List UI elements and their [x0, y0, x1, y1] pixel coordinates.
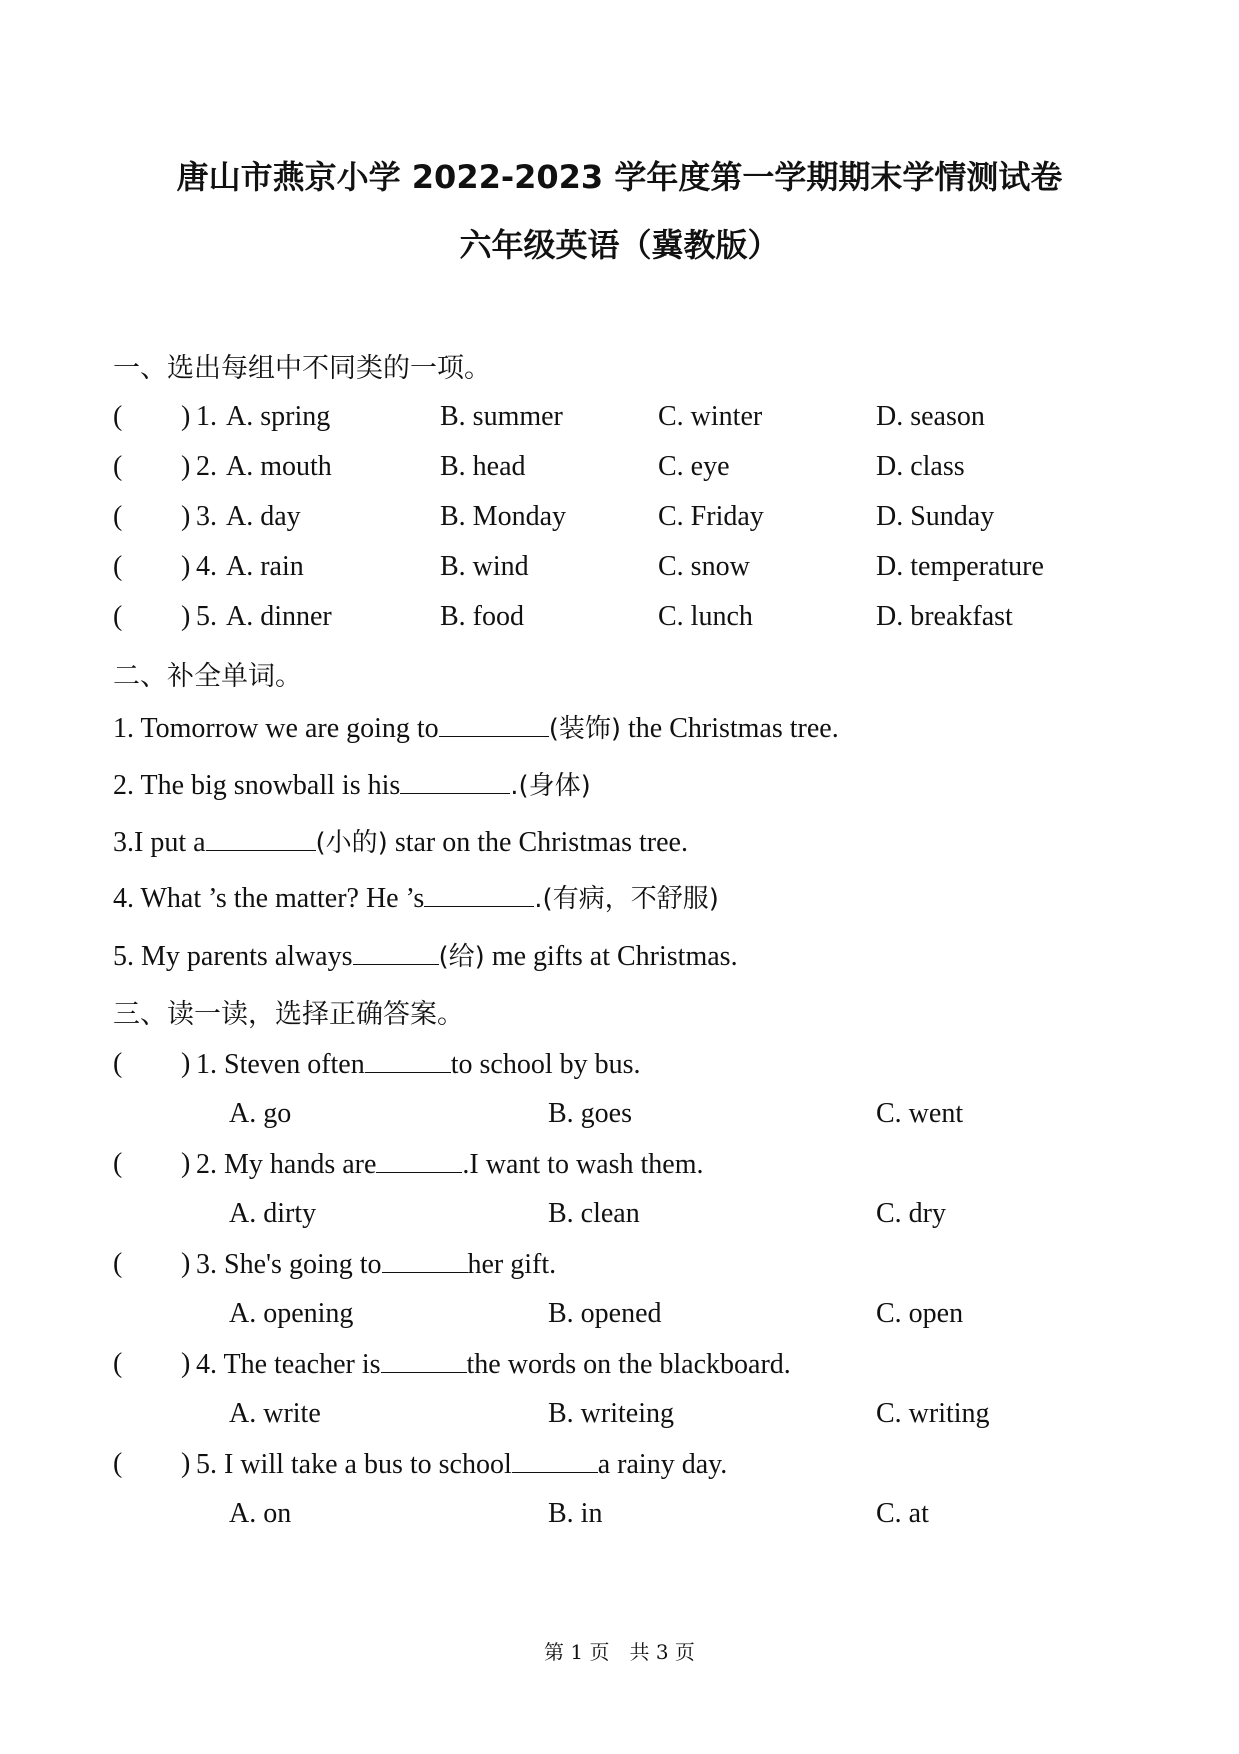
answer-blank[interactable]	[512, 1448, 598, 1473]
answer-paren-close: )	[181, 1448, 191, 1479]
option-b[interactable]: B. opened	[548, 1298, 662, 1329]
sentence-start: 5. My parents always	[113, 941, 353, 972]
option-c: C. winter	[658, 401, 763, 432]
question-number: 5.	[196, 601, 217, 632]
fill-in-item	[113, 936, 738, 973]
sentence-end: the words on the blackboard.	[466, 1349, 791, 1380]
option-b: B. wind	[440, 551, 529, 582]
sentence-end: star on the Christmas tree.	[387, 827, 688, 858]
fill-in-item	[113, 708, 839, 745]
question-number: 4.	[196, 1349, 217, 1380]
option-b: B. Monday	[440, 501, 566, 532]
answer-paren-open[interactable]: (	[113, 1048, 123, 1079]
sentence-start: 1. Tomorrow we are going to	[113, 713, 439, 744]
option-d: D. temperature	[876, 551, 1044, 582]
option-a: A. mouth	[226, 451, 332, 482]
option-a: A. rain	[226, 551, 304, 582]
question-stem	[196, 1248, 556, 1281]
answer-blank[interactable]	[365, 1048, 451, 1073]
option-b[interactable]: B. goes	[548, 1098, 632, 1129]
answer-paren-open[interactable]: (	[113, 551, 123, 582]
word-hint: .(身体)	[510, 771, 591, 801]
question-stem	[196, 1148, 703, 1181]
option-b: B. head	[440, 451, 526, 482]
option-c[interactable]: C. writing	[876, 1398, 990, 1429]
sentence-end: .I want to wash them.	[462, 1149, 704, 1180]
sentence-end: to school by bus.	[450, 1049, 641, 1080]
sentence-end: the Christmas tree.	[620, 713, 839, 744]
option-a: A. dinner	[226, 601, 332, 632]
sentence-start: 2. The big snowball is his	[113, 770, 401, 801]
word-hint: .(有病，不舒服)	[534, 884, 719, 914]
answer-paren-open[interactable]: (	[113, 401, 123, 432]
exam-title: 唐山市燕京小学 2022-2023 学年度第一学期期末学情测试卷	[176, 158, 1063, 196]
sentence-end: me gifts at Christmas.	[484, 941, 738, 972]
exam-subtitle: 六年级英语（冀教版）	[459, 226, 780, 264]
answer-paren-open[interactable]: (	[113, 1348, 123, 1379]
option-c[interactable]: C. dry	[876, 1198, 946, 1229]
option-a: A. spring	[226, 401, 331, 432]
answer-paren-open[interactable]: (	[113, 501, 123, 532]
answer-paren-close: )	[181, 551, 191, 582]
page-footer: 第 1 页 共 3 页	[544, 1640, 695, 1664]
sentence-start: 3.I put a	[113, 827, 206, 858]
question-stem	[196, 1048, 641, 1081]
answer-paren-close: )	[181, 1148, 191, 1179]
section1-heading: 一、选出每组中不同类的一项。	[113, 353, 491, 384]
option-b: B. food	[440, 601, 524, 632]
option-c[interactable]: C. open	[876, 1298, 964, 1329]
question-stem	[196, 1448, 727, 1481]
answer-paren-close: )	[181, 401, 191, 432]
word-hint: (小的)	[315, 828, 388, 858]
option-b[interactable]: B. clean	[548, 1198, 640, 1229]
answer-blank[interactable]	[206, 826, 316, 851]
answer-blank[interactable]	[381, 1348, 467, 1373]
option-c[interactable]: C. went	[876, 1098, 964, 1129]
answer-blank[interactable]	[424, 882, 534, 907]
option-d: D. season	[876, 401, 985, 432]
answer-paren-open[interactable]: (	[113, 601, 123, 632]
question-number: 5.	[196, 1449, 217, 1480]
option-a[interactable]: A. on	[229, 1498, 292, 1529]
fill-in-item	[113, 878, 719, 915]
answer-paren-close: )	[181, 501, 191, 532]
option-c: C. eye	[658, 451, 730, 482]
question-number: 3.	[196, 1249, 217, 1280]
question-stem	[196, 1348, 791, 1381]
sentence-start: My hands are	[224, 1149, 377, 1180]
answer-blank[interactable]	[400, 769, 510, 794]
answer-paren-open[interactable]: (	[113, 1148, 123, 1179]
question-number: 2.	[196, 1149, 217, 1180]
sentence-end: a rainy day.	[597, 1449, 728, 1480]
answer-blank[interactable]	[382, 1248, 468, 1273]
option-c: C. Friday	[658, 501, 764, 532]
question-number: 1.	[196, 401, 217, 432]
option-d: D. class	[876, 451, 965, 482]
answer-blank[interactable]	[376, 1148, 462, 1173]
question-number: 2.	[196, 451, 217, 482]
answer-paren-close: )	[181, 601, 191, 632]
answer-paren-close: )	[181, 1348, 191, 1379]
sentence-start: The teacher is	[223, 1349, 381, 1380]
sentence-start: I will take a bus to school	[224, 1449, 512, 1480]
option-d: D. breakfast	[876, 601, 1013, 632]
option-b[interactable]: B. writeing	[548, 1398, 674, 1429]
answer-paren-close: )	[181, 1048, 191, 1079]
option-a[interactable]: A. write	[229, 1398, 321, 1429]
section3-heading: 三、读一读，选择正确答案。	[113, 999, 464, 1030]
question-number: 1.	[196, 1049, 217, 1080]
word-hint: (给)	[438, 942, 485, 972]
option-d: D. Sunday	[876, 501, 995, 532]
question-number: 4.	[196, 551, 217, 582]
answer-blank[interactable]	[439, 712, 549, 737]
answer-paren-open[interactable]: (	[113, 451, 123, 482]
question-number: 3.	[196, 501, 217, 532]
option-a: A. day	[226, 501, 301, 532]
answer-paren-close: )	[181, 451, 191, 482]
fill-in-item	[113, 765, 591, 802]
option-c: C. lunch	[658, 601, 753, 632]
sentence-start: 4. What ’s the matter? He ’s	[113, 883, 425, 914]
option-c[interactable]: C. at	[876, 1498, 929, 1529]
section2-heading: 二、补全单词。	[113, 661, 302, 692]
option-c: C. snow	[658, 551, 750, 582]
option-a[interactable]: A. dirty	[229, 1198, 317, 1229]
sentence-start: She's going to	[224, 1249, 382, 1280]
fill-in-item	[113, 822, 688, 859]
answer-paren-open[interactable]: (	[113, 1248, 123, 1279]
word-hint: (装饰)	[548, 714, 621, 744]
option-b: B. summer	[440, 401, 563, 432]
answer-blank[interactable]	[353, 940, 439, 965]
option-b[interactable]: B. in	[548, 1498, 603, 1529]
option-a[interactable]: A. opening	[229, 1298, 354, 1329]
option-a[interactable]: A. go	[229, 1098, 292, 1129]
answer-paren-close: )	[181, 1248, 191, 1279]
sentence-start: Steven often	[224, 1049, 365, 1080]
answer-paren-open[interactable]: (	[113, 1448, 123, 1479]
sentence-end: her gift.	[467, 1249, 557, 1280]
